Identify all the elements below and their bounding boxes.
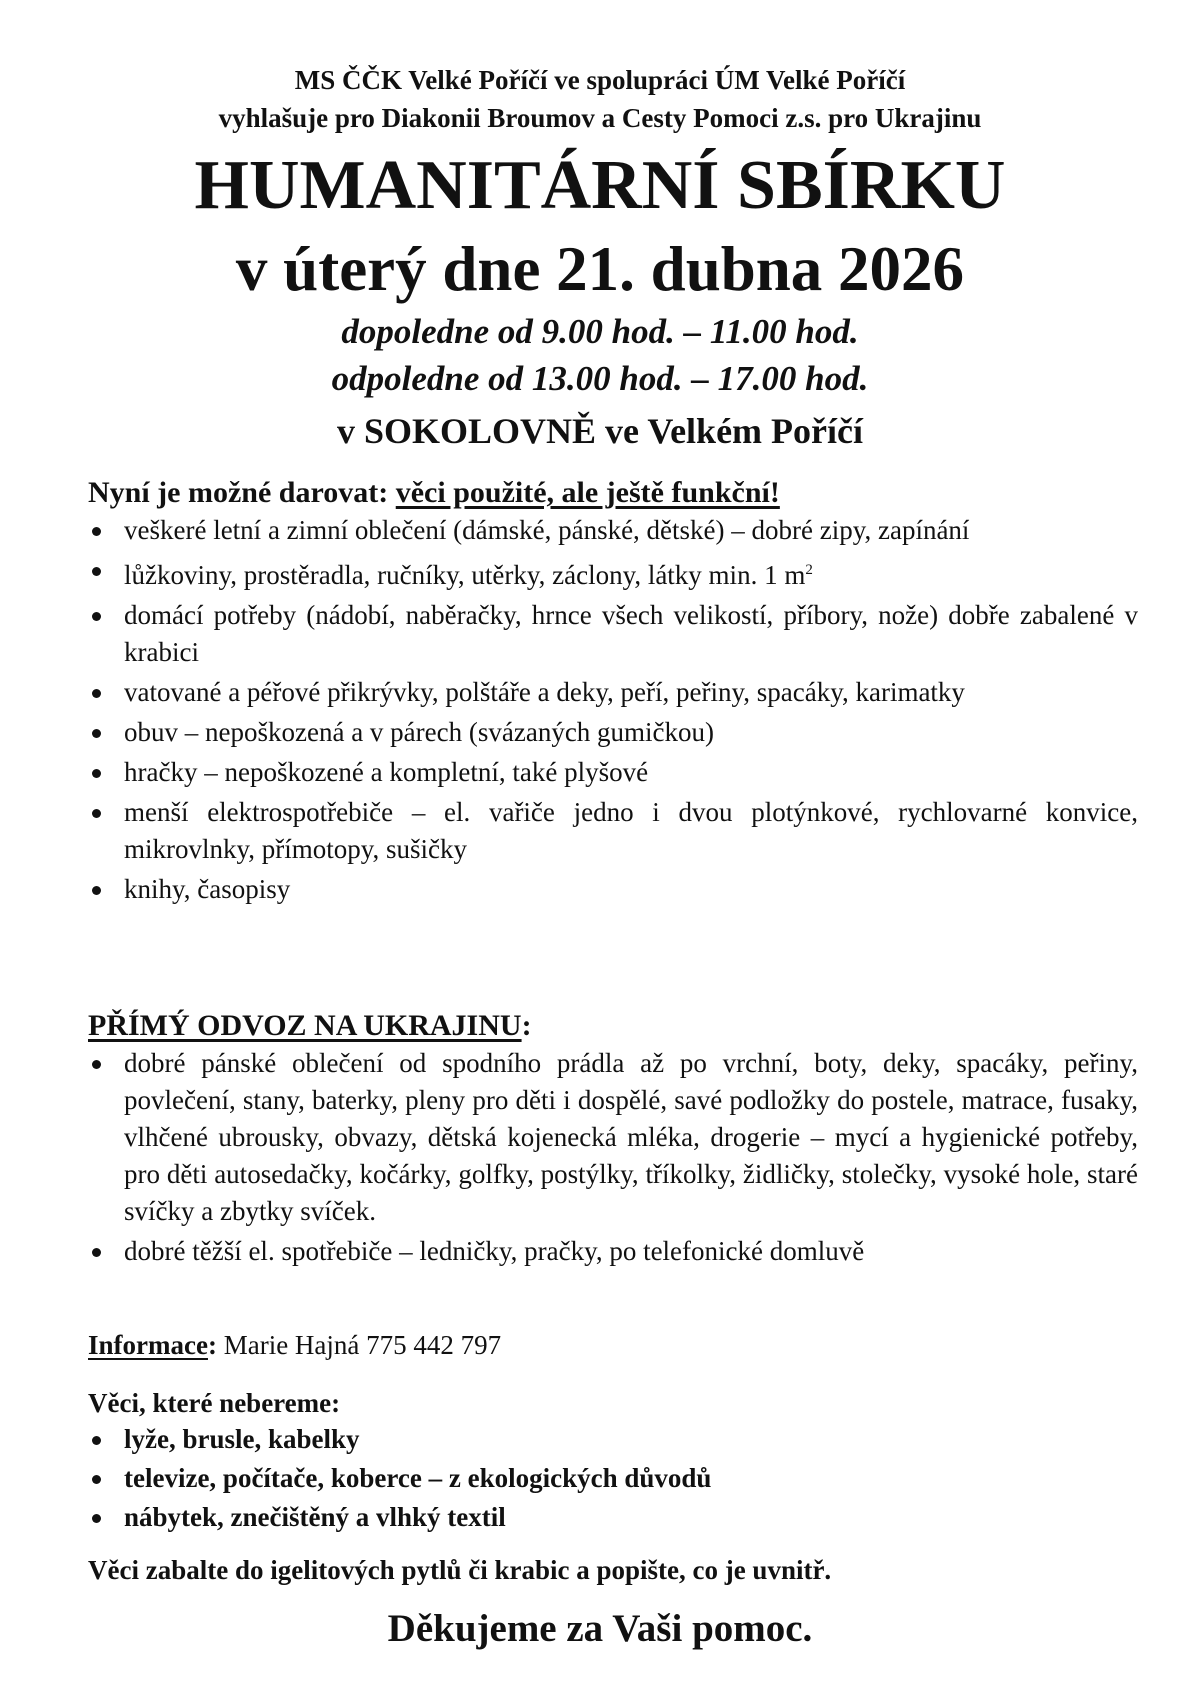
donate-heading (88, 474, 1138, 512)
info-contact: Marie Hajná 775 442 797 (216, 1330, 502, 1360)
thanks-line: Děkujeme za Vaši pomoc. (387, 1607, 813, 1650)
time-afternoon: odpoledne od 13.00 hod. – 17.00 hod. (331, 359, 869, 398)
bullet-icon (92, 612, 101, 621)
list-item: nábytek, znečištěný a vlhký textil (88, 1499, 1138, 1536)
donate-section (88, 474, 1138, 911)
direct-transport-list (88, 1045, 1138, 1270)
bullet-icon (92, 1475, 101, 1484)
unit-superscript: 2 (805, 562, 813, 578)
list-item: menší elektrospotřebiče – el. vařiče jedno i dvou plotýnkové, rychlovarné konvice, mikrovlnky, přímotopy, sušičky (88, 794, 1138, 868)
bullet-icon (92, 689, 101, 698)
list-item: lůžkoviny, prostěradla, ručníky, utěrky, záclony, látky min. 1 $m^2$ (88, 552, 1138, 594)
bullet-icon (92, 886, 101, 895)
bullet-icon (92, 1060, 101, 1069)
bullet-icon (92, 769, 101, 778)
list-item: veškeré letní a zimní oblečení (dámské, pánské, dětské) – dobré zipy, zapínání (88, 512, 1138, 549)
direct-transport-section (88, 1007, 1138, 1273)
list-item: lyže, brusle, kabelky (88, 1421, 1138, 1458)
bullet-icon (92, 567, 101, 576)
organizer-line: MS ČČK Velké Poříčí ve spolupráci ÚM Velké Poříčí (294, 65, 906, 95)
direct-transport-heading: PŘÍMÝ ODVOZ NA UKRAJINU: (88, 1009, 532, 1042)
not-accepted-list (88, 1421, 1138, 1536)
donate-heading-prefix: Nyní je možné darovat: (88, 476, 396, 509)
time-morning: dopoledne od 9.00 hod. – 11.00 hod. (341, 312, 859, 351)
list-item: vatované a péřové přikrývky, polštáře a deky, peří, peřiny, spacáky, karimatky (88, 674, 1138, 711)
packing-note: Věci zabalte do igelitových pytlů či krabic a popište, co je uvnitř. (88, 1555, 832, 1585)
donate-list (88, 512, 1138, 908)
list-item: televize, počítače, koberce – z ekologických důvodů (88, 1460, 1138, 1497)
bullet-icon (92, 729, 101, 738)
info-line: Informace: Marie Hajná 775 442 797 (88, 1330, 502, 1360)
info-label: Informace (88, 1330, 208, 1360)
bullet-icon (92, 809, 101, 818)
not-accepted-section (88, 1385, 1138, 1538)
list-item: dobré těžší el. spotřebiče – ledničky, pračky, po telefonické domluvě (88, 1233, 1138, 1270)
not-accepted-heading: Věci, které nebereme: (88, 1388, 341, 1418)
bullet-icon (92, 1514, 101, 1523)
bullet-icon (92, 1248, 101, 1257)
list-item: dobré pánské oblečení od spodního prádla až po vrchní, boty, deky, spacáky, peřiny, povlečení, stany, baterky, pleny pro děti i dospělé, savé podložky do postele, matrace, fusaky, vlhčené ubrousky, obvazy, dětská kojenecká mléka, drogerie – mycí a hygienické potřeby, pro děti autosedačky, kočárky, golfky, postýlky, tříkolky, židličky, stolečky, vysoké hole, staré svíčky a zbytky svíček. (88, 1045, 1138, 1230)
list-item: hračky – nepoškozené a kompletní, také plyšové (88, 754, 1138, 791)
list-item: domácí potřeby (nádobí, naběračky, hrnce všech velikostí, příbory, nože) dobře zabalené v krabici (88, 597, 1138, 671)
event-venue: v SOKOLOVNĚ ve Velkém Poříčí (337, 411, 863, 451)
event-date: v úterý dne 21. dubna 2026 (235, 234, 965, 304)
bullet-icon (92, 1436, 101, 1445)
list-item: obuv – nepoškozená a v párech (svázaných gumičkou) (88, 714, 1138, 751)
bullet-icon (92, 527, 101, 536)
list-item: knihy, časopisy (88, 871, 1138, 908)
page-title: HUMANITÁRNÍ SBÍRKU (194, 147, 1006, 224)
announcement-line: vyhlašuje pro Diakonii Broumov a Cesty Pomoci z.s. pro Ukrajinu (218, 103, 982, 133)
donate-heading-emphasis: věci použité, ale ještě funkční! (395, 476, 780, 509)
